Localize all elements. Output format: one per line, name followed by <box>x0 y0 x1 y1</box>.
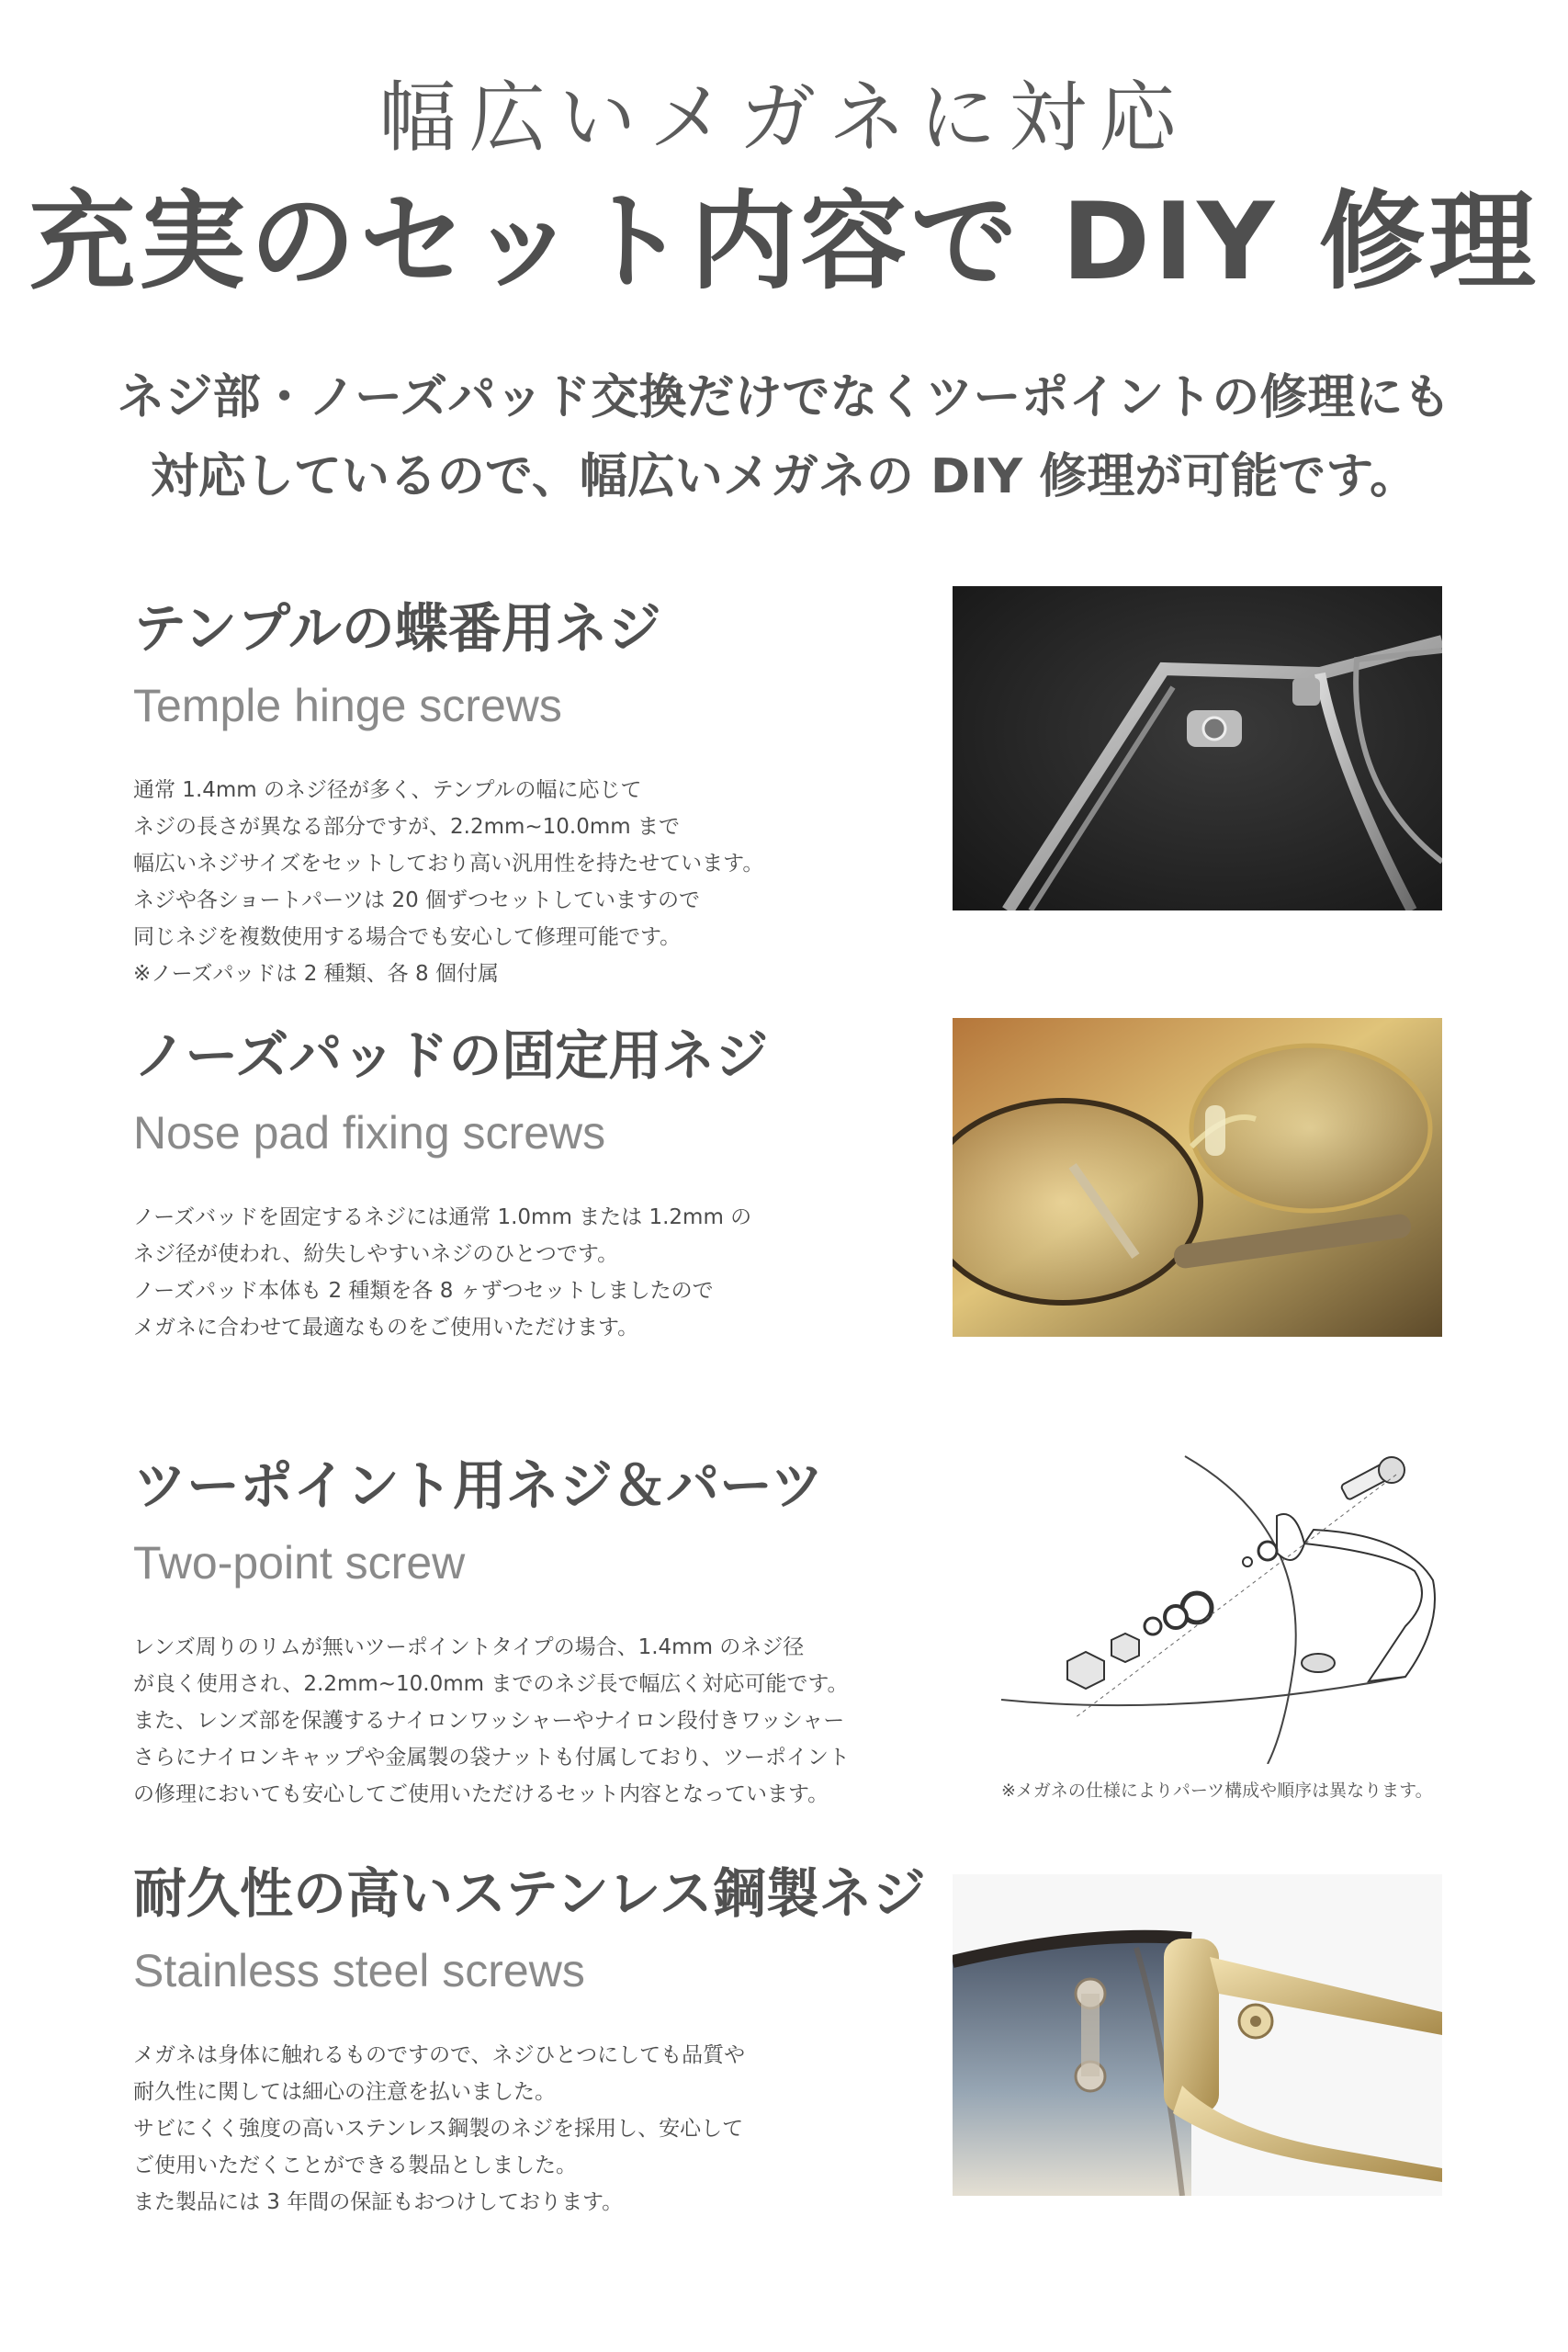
section-title: 耐久性の高いステンレス鋼製ネジ <box>133 1862 926 1925</box>
section-two-point <box>133 1454 960 1813</box>
section-body <box>133 772 960 992</box>
section-title: ノーズパッドの固定用ネジ <box>133 1024 769 1087</box>
body-line: さらにナイロンキャップや金属製の袋ナットも付属しており、ツーポイント <box>133 1745 850 1770</box>
body-line: ネジ径が使われ、紛失しやすいネジのひとつです。 <box>133 1241 619 1266</box>
page-title: 充実のセット内容で DIY 修理 <box>28 180 1540 304</box>
section-stainless <box>133 1862 960 2221</box>
section-title: ツーポイント用ネジ＆パーツ <box>133 1454 824 1517</box>
body-line: また、レンズ部を保護するナイロンワッシャーやナイロン段付きワッシャー <box>133 1708 845 1733</box>
body-line: が良く使用され、2.2mm~10.0mm までのネジ長で幅広く対応可能です。 <box>133 1671 849 1696</box>
body-line: 通常 1.4mm のネジ径が多く、テンプルの幅に応じて <box>133 777 642 802</box>
section-body <box>133 1199 960 1346</box>
body-line: ノーズバッドを固定するネジには通常 1.0mm または 1.2mm の <box>133 1204 752 1229</box>
body-line: レンズ周りのリムが無いツーポイントタイプの場合、1.4mm のネジ径 <box>133 1634 805 1659</box>
section-title: テンプルの蝶番用ネジ <box>133 597 661 660</box>
body-line: ノーズパッド本体も 2 種類を各 8 ヶずつセットしましたので <box>133 1278 714 1303</box>
section-body <box>133 2037 960 2221</box>
body-line: 幅広いネジサイズをセットしており高い汎用性を持たせています。 <box>133 851 764 876</box>
section-subtitle: Stainless steel screws <box>133 1944 585 1996</box>
section-body <box>133 1629 960 1813</box>
intro-line: ネジ部・ノーズパッド交換だけでなくツーポイントの修理にも <box>117 370 1451 425</box>
section-subtitle: Temple hinge screws <box>133 679 562 731</box>
body-line: の修理においても安心してご使用いただけるセット内容となっています。 <box>133 1781 829 1806</box>
body-line: メガネは身体に触れるものですので、ネジひとつにしても品質や <box>133 2042 746 2067</box>
section-temple-hinge <box>133 597 960 992</box>
body-line: また製品には 3 年間の保証もおつけしております。 <box>133 2189 624 2214</box>
section-subtitle: Two-point screw <box>133 1536 466 1589</box>
section-subtitle: Nose pad fixing screws <box>133 1106 606 1159</box>
body-line: ※ノーズパッドは 2 種類、各 8 個付属 <box>133 961 499 986</box>
temple-hinge-photo <box>953 586 1442 910</box>
body-line: ご使用いただくことができる製品としました。 <box>133 2153 577 2177</box>
page-subheading: 幅広いメガネに対応 <box>378 73 1190 163</box>
body-line: ネジの長さが異なる部分ですが、2.2mm~10.0mm まで <box>133 814 680 839</box>
body-line: 同じネジを複数使用する場合でも安心して修理可能です。 <box>133 924 682 949</box>
body-line: メガネに合わせて最適なものをご使用いただけます。 <box>133 1315 639 1340</box>
intro-line: 対応しているので、幅広いメガネの DIY 修理が可能です。 <box>150 449 1418 504</box>
section-nose-pad <box>133 1024 960 1346</box>
body-line: 耐久性に関しては細心の注意を払いました。 <box>133 2079 556 2104</box>
stainless-screw-photo <box>953 1874 1442 2196</box>
two-point-diagram <box>1001 1442 1461 1764</box>
nose-pad-photo <box>953 1018 1442 1337</box>
intro-text <box>0 358 1568 516</box>
body-line: ネジや各ショートパーツは 20 個ずつセットしていますので <box>133 888 701 912</box>
diagram-note: ※メガネの仕様によりパーツ構成や順序は異なります。 <box>1001 1781 1433 1801</box>
body-line: サビにくく強度の高いステンレス鋼製のネジを採用し、安心して <box>133 2116 744 2141</box>
